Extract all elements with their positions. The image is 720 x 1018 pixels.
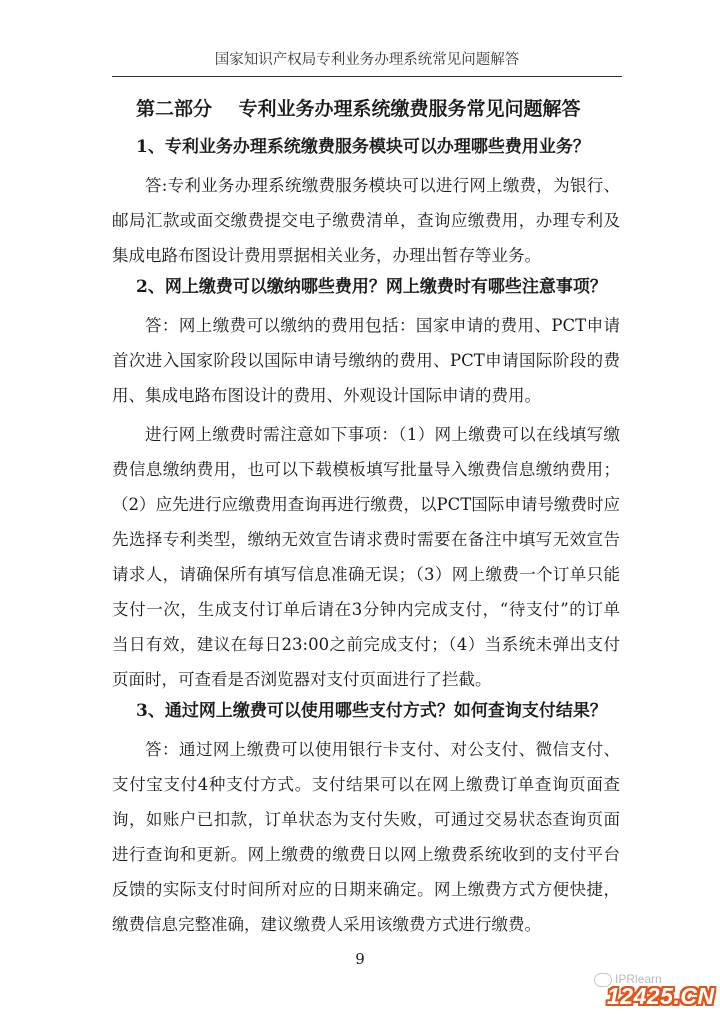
answer-1-line-3: 集成电路布图设计费用票据相关业务，办理出暂存等业务。 (112, 246, 541, 265)
site-logo: 12425.CN (607, 983, 715, 1009)
notes-line-6: 支付一次，生成支付订单后请在3分钟内完成支付，“待支付”的订单 (112, 600, 620, 619)
answer-2-line-2: 首次进入国家阶段以国际申请号缴纳的费用、PCT申请国际阶段的费 (112, 351, 620, 370)
answer-3-line-1: 答：通过网上缴费可以使用银行卡支付、对公支付、微信支付、 (145, 740, 620, 759)
answer-3-line-4: 进行查询和更新。网上缴费的缴费日以网上缴费系统收到的支付平台 (112, 845, 620, 864)
notes-line-5: 请求人，请确保所有填写信息准确无误；（3）网上缴费一个订单只能 (112, 565, 620, 584)
answer-2-line-3: 用、集成电路布图设计的费用、外观设计国际申请的费用。 (112, 386, 541, 405)
question-3: 3、通过网上缴费可以使用哪些支付方式？如何查询支付结果？ (136, 701, 607, 721)
question-1: 1、专利业务办理系统缴费服务模块可以办理哪些费用业务？ (136, 137, 590, 157)
notes-line-1: 进行网上缴费时需注意如下事项：（1）网上缴费可以在线填写缴 (145, 425, 620, 444)
page-number: 9 (355, 950, 365, 968)
notes-line-8: 页面时，可查看是否浏览器对支付页面进行了拦截。 (112, 670, 492, 689)
answer-3-line-6: 缴费信息完整准确，建议缴费人采用该缴费方式进行缴费。 (112, 915, 541, 934)
answer-3-line-5: 反馈的实际支付时间所对应的日期来确定。网上缴费方式方便快捷， (112, 880, 620, 899)
section-title: 第二部分 专利业务办理系统缴费服务常见问题解答 (136, 98, 581, 120)
document-header: 国家知识产权局专利业务办理系统常见问题解答 (112, 44, 622, 77)
answer-2-line-1: 答：网上缴费可以缴纳的费用包括：国家申请的费用、PCT申请 (145, 316, 620, 335)
answer-3-line-2: 支付宝支付4种支付方式。支付结果可以在网上缴费订单查询页面查 (112, 775, 620, 794)
watermark-account: IPRlearn (615, 972, 662, 986)
answer-1-line-2: 邮局汇款或面交缴费提交电子缴费清单，查询应缴费用，办理专利及 (112, 211, 620, 230)
notes-line-2: 费信息缴纳费用，也可以下载模板填写批量导入缴费信息缴纳费用； (112, 460, 620, 479)
question-2: 2、网上缴费可以缴纳哪些费用？网上缴费时有哪些注意事项？ (136, 277, 607, 297)
notes-line-3: （2）应先进行应缴费用查询再进行缴费，以PCT国际申请号缴费时应 (112, 495, 620, 514)
answer-1-line-1: 答:专利业务办理系统缴费服务模块可以进行网上缴费，为银行、 (145, 176, 620, 195)
notes-line-7: 当日有效，建议在每日23:00之前完成支付；（4）当系统未弹出支付 (112, 635, 620, 654)
notes-line-4: 先选择专利类型，缴纳无效宣告请求费时需要在备注中填写无效宣告 (112, 530, 620, 549)
answer-3-line-3: 询，如账户已扣款，订单状态为支付失败，可通过交易状态查询页面 (112, 810, 620, 829)
